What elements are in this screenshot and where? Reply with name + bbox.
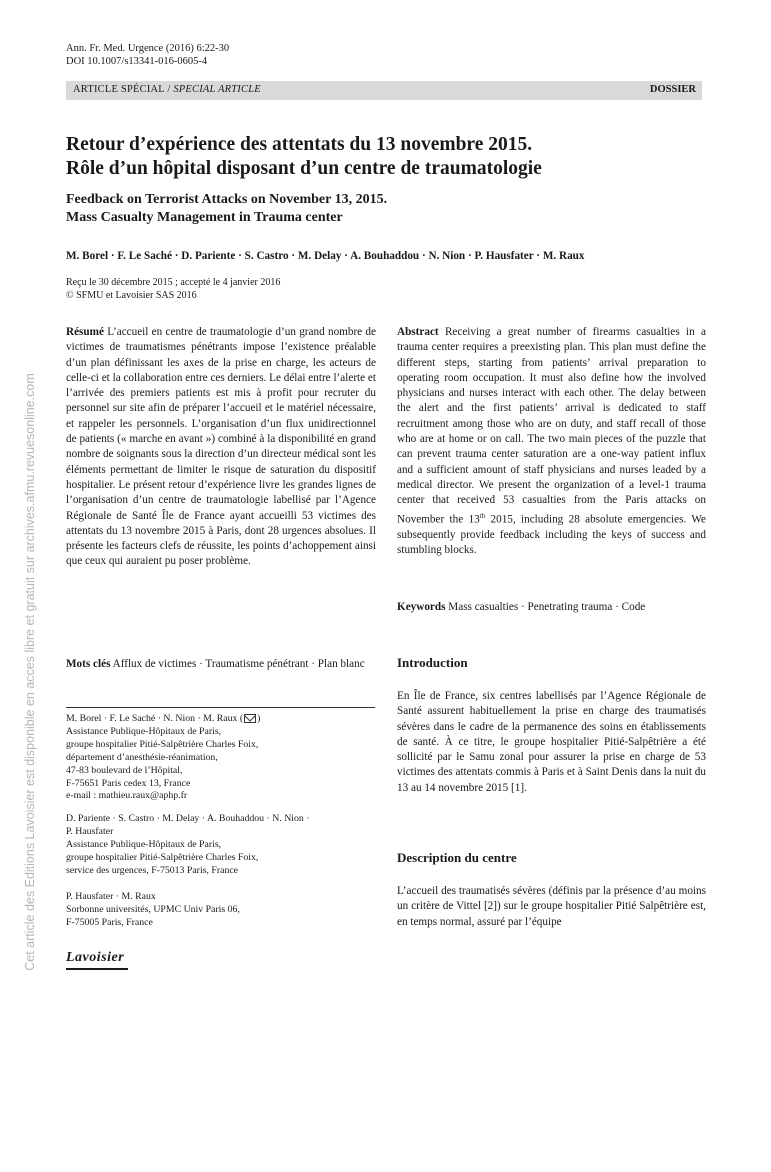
article-type-fr: ARTICLE SPÉCIAL — [73, 84, 165, 95]
abstract-superscript: th — [479, 511, 486, 520]
abstract-text: Receiving a great number of firearms casualties in a trauma center requires a preexisting plan. This plan must define the different steps, starting from patients’ arrival preparation to operating room occupation. It must also define how the involved physicians and nurses interact with each other. The delay between the alert and the first patients’ arrival is dedicated to staff recruitment among those who are on duty, and staff recall of those who are at home or on call. The two main pieces of the puzzle that can prevent trauma center saturation are a one-way patient influx and a sufficient amount of staff physicians and nurses leaded by a medical director. We present the organization of a level-1 trauma center that received 53 casualties from the Paris attacks on November the 13 — [397, 326, 706, 526]
contact-email: e-mail : mathieu.raux@aphp.fr — [66, 790, 188, 802]
mots-cles-paragraph — [66, 657, 376, 672]
affiliation-1-line: département d’anesthésie-réanimation, — [66, 751, 218, 763]
affiliation-2-line: D. Pariente · S. Castro · M. Delay · A. Bouhaddou · N. Nion · — [66, 813, 310, 824]
affiliation-2-line: P. Hausfater — [66, 825, 114, 837]
article-type-banner — [66, 81, 702, 100]
affiliation-1-line: F-75651 Paris cedex 13, France — [66, 777, 191, 789]
publication-dates — [66, 276, 280, 302]
publisher-logo-underline — [66, 968, 128, 970]
affiliation-3-line: F-75005 Paris, France — [66, 916, 153, 928]
affiliation-3-line: P. Hausfater · M. Raux — [66, 891, 156, 902]
affiliation-1-close-paren: ) — [257, 713, 261, 724]
article-type-separator: / — [164, 84, 174, 95]
article-type-en: SPECIAL ARTICLE — [173, 84, 261, 95]
mots-cles-label: Mots clés — [66, 658, 111, 670]
side-access-notice: Cet article des Editions Lavoisier est disponible en acces libre et gratuit sur archives.afmu.revuesonline.com — [23, 373, 37, 971]
abstract-label: Abstract — [397, 326, 439, 338]
doi: DOI 10.1007/s13341-016-0605-4 — [66, 56, 208, 67]
affiliation-divider — [66, 707, 375, 708]
description-paragraph: L’accueil des traumatisés sévères (définis par la présence d’au moins un critère de Vittel [2]) sur le groupe hospitalier Pitié Salpêtrière est, en temps normal, assuré par l’équipe — [397, 885, 706, 928]
publisher-logo-text: Lavoisier — [66, 950, 125, 965]
affiliation-1-line: 47-83 boulevard de l’Hôpital, — [66, 764, 183, 776]
title-french — [66, 133, 706, 181]
affiliation-3 — [66, 891, 376, 930]
envelope-icon — [244, 714, 256, 723]
affiliation-2 — [66, 813, 376, 878]
mots-cles-text: Afflux de victimes · Traumatisme pénétrant · Plan blanc — [110, 658, 365, 670]
resume-text: L’accueil en centre de traumatologie d’un grand nombre de victimes de traumatismes pénétrants impose l’existence préalable d’un plan définissant les axes de la prise en charge, les acteurs de celle-ci et la collaboration entre ces derniers. Le délai entre l’alerte et l’arrivée des premiers patients est mis à profit pour recruter du personnel sur site afin de préparer l’accueil et le matériel nécessaire, et rappeler les personnels. L’organisation d’un flux unidirectionnel de patients (« marche en avant ») combiné à la disponibilité en grand nombre de soignants sous la direction d’un directeur médical sont les éléments permettant de limiter le risque de saturation du dispositif hospitalier. Le présent retour d’expérience livre les grandes lignes de l’organisation d’un centre de traumatologie labellisé par l’Agence Régionale de Santé Île de France ayant accueilli 53 victimes des attentats du 13 novembre 2015 à Paris, dont 28 urgences absolues. Il présente les facteurs clefs de réussite, les points d’achoppement ainsi que ceux qui auraient pu poser problème. — [66, 326, 376, 568]
title-fr-line2: Rôle d’un hôpital disposant d’un centre de traumatologie — [66, 158, 542, 179]
affiliation-2-line: service des urgences, F-75013 Paris, France — [66, 864, 239, 876]
abstract-paragraph — [397, 325, 706, 558]
abstract-text-end: 2015, including 28 absolute emergencies. We subsequently provide feedback including the keys of success and stumbling blocks. — [397, 513, 706, 556]
journal-citation-block — [66, 42, 229, 68]
title-fr-line1: Retour d’expérience des attentats du 13 novembre 2015. — [66, 134, 533, 155]
keywords-paragraph — [397, 600, 706, 615]
affiliation-1-names — [66, 713, 376, 726]
title-en-line2: Mass Casualty Management in Trauma center — [66, 210, 343, 225]
title-english — [66, 191, 706, 227]
affiliation-1-line: groupe hospitalier Pitié-Salpêtrière Charles Foix, — [66, 738, 259, 750]
title-en-line1: Feedback on Terrorist Attacks on November 13, 2015. — [66, 192, 388, 207]
author-list: M. Borel · F. Le Saché · D. Pariente · S. Castro · M. Delay · A. Bouhaddou · N. Nion · P. Hausfater · M. Raux — [66, 250, 585, 262]
affiliation-1-authors: M. Borel · F. Le Saché · N. Nion · M. Raux ( — [66, 713, 244, 724]
journal-citation: Ann. Fr. Med. Urgence (2016) 6:22-30 — [66, 43, 230, 54]
article-type — [73, 84, 261, 95]
introduction-heading: Introduction — [397, 655, 468, 670]
section-label: DOSSIER — [649, 84, 696, 95]
affiliation-1-line: Assistance Publique-Hôpitaux de Paris, — [66, 725, 222, 737]
resume-paragraph — [66, 325, 376, 570]
affiliation-2-line: Assistance Publique-Hôpitaux de Paris, — [66, 838, 222, 850]
description-heading: Description du centre — [397, 850, 517, 865]
keywords-label: Keywords — [397, 601, 446, 613]
affiliation-3-line: Sorbonne universités, UPMC Univ Paris 06, — [66, 903, 240, 915]
affiliation-1 — [66, 713, 376, 803]
resume-label: Résumé — [66, 326, 104, 338]
affiliation-2-line: groupe hospitalier Pitié-Salpêtrière Charles Foix, — [66, 851, 259, 863]
introduction-paragraph: En Île de France, six centres labellisés par l’Agence Régionale de Santé assurent habituellement la prise en charge des traumatisés sévères dans le cadre de la permanence des soins en établissements de santé. À ce titre, le groupe hospitalier Pitié-Salpêtrière a été sollicité par le Samu zonal pour assurer la prise en charge de 53 victimes des attentats commis à Paris et à Saint Denis dans la nuit du 13 au 14 novembre 2015 [1]. — [397, 690, 706, 794]
copyright: © SFMU et Lavoisier SAS 2016 — [66, 290, 197, 301]
received-date: Reçu le 30 décembre 2015 ; accepté le 4 janvier 2016 — [66, 277, 281, 288]
keywords-text: Mass casualties · Penetrating trauma · Code — [445, 601, 646, 613]
publisher-logo — [66, 950, 124, 966]
